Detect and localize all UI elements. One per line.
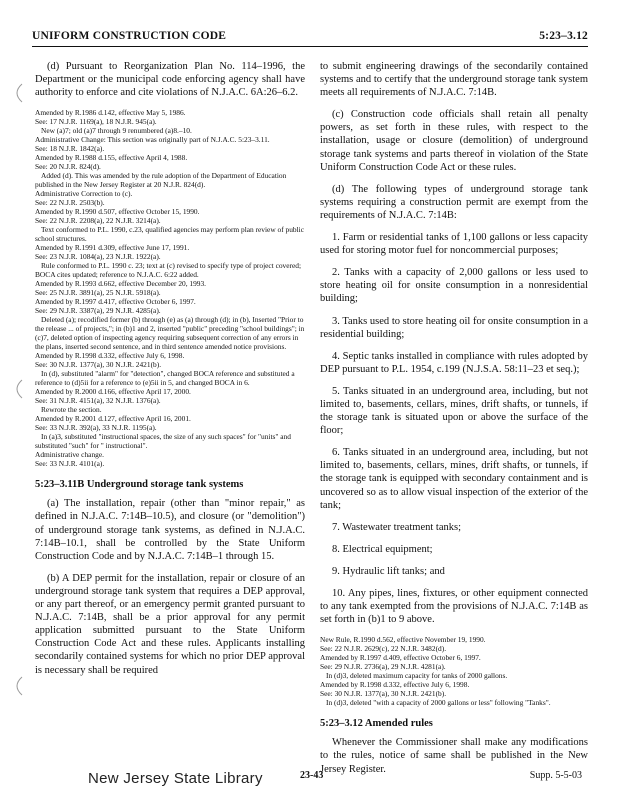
binder-hole-mark: [10, 378, 24, 400]
section-number: 5:23–3.12: [320, 718, 363, 730]
binder-hole-mark: [10, 82, 24, 104]
page-number: 23-43: [300, 770, 324, 781]
list-item: 6. Tanks situated in an underground area, including, but not limited to, basements, cellars, mines, drift shafts, or tunnels, if the storage tank is equipped with secondary containment and is uncovered so as to allow visual inspection of the exterior of the tank;: [320, 447, 588, 511]
list-item: 10. Any pipes, lines, fixtures, or other equipment connected to any tank exempted from the provisions of N.J.A.C. 7:14B as set forth in (b)1 to 9 above.: [320, 588, 588, 626]
paragraph-c: (c) Construction code officials shall retain all penalty powers, as set forth in these rules, with respect to the installation, usage or closure (demolition) of underground storage tank systems and parts thereof in violation of the State Uniform Construction Code Act or these rules.: [320, 109, 588, 173]
history-note: See: 17 N.J.R. 1169(a), 18 N.J.R. 945(a).: [35, 117, 157, 127]
header-title: UNIFORM CONSTRUCTION CODE: [32, 30, 227, 42]
history-note: Added (d). This was amended by the rule adoption of the Department of Education published in the New Jersey Register at 20 N.J.R. 824(d).: [35, 171, 289, 190]
list-item: 7. Wastewater treatment tanks;: [332, 521, 461, 533]
history-note: Text conformed to P.L. 1990, c.23, qualified agencies may perform plan review of public school structures.: [35, 225, 306, 244]
history-note: See: 33 N.J.R. 4101(a).: [35, 459, 105, 469]
history-note: Amended by R.2000 d.166, effective April 17, 2000.: [35, 387, 191, 397]
history-note: See: 22 N.J.R. 2208(a), 22 N.J.R. 3214(a).: [35, 216, 161, 226]
paragraph-a: (a) The installation, repair (other than "minor repair," as defined in N.J.A.C. 7:14B–10.5), and closure (or "demolition") of underground storage tank systems, as defined in N.J.A.C. 7:14B–10.1, shall be controlled by the State Uniform Construction Code and by N.J.A.C. 7:14B–1 through 15.: [35, 498, 305, 562]
section-heading-3-12: [320, 717, 588, 730]
history-note: Administrative Change: This section was originally part of N.J.A.C. 5:23–3.11.: [35, 135, 270, 145]
library-stamp: New Jersey State Library: [88, 770, 263, 787]
list-item: 1. Farm or residential tanks of 1,100 gallons or less capacity used for storing motor fuel for noncommercial purposes;: [320, 232, 588, 257]
history-note: Amended by R.2001 d.127, effective April 16, 2001.: [35, 414, 191, 424]
history-notes-left: [35, 108, 305, 468]
list-item: 4. Septic tanks installed in compliance with rules adopted by DEP pursuant to P.L. 1954, c.199 (N.J.S.A. 58:11–23 et seq.);: [320, 350, 588, 375]
header-section: 5:23–3.12: [539, 30, 588, 42]
history-note: Amended by R.1993 d.662, effective December 20, 1993.: [35, 279, 207, 289]
history-note: See: 22 N.J.R. 2503(b).: [35, 198, 105, 208]
section-number: 5:23–3.11B: [35, 479, 85, 491]
paragraph-d-right: (d) The following types of underground storage tank systems requiring a construction permit are exempt from the requirements of N.J.A.C. 7:14B:: [320, 183, 588, 221]
history-note: See: 25 N.J.R. 3891(a), 25 N.J.R. 5918(a).: [35, 288, 161, 298]
history-note: See: 23 N.J.R. 1084(a), 23 N.J.R. 1922(a).: [35, 252, 161, 262]
history-note: Amended by R.1997 d.417, effective October 6, 1997.: [35, 297, 196, 307]
history-note: See: 33 N.J.R. 392(a), 33 N.J.R. 1195(a).: [35, 423, 157, 433]
binder-hole-mark: [10, 675, 24, 697]
left-column: [35, 60, 305, 686]
running-header: [32, 30, 588, 47]
amended-rules-text: Whenever the Commissioner shall make any modifications to the rules, notice of same shall be published in the New Jersey Register.: [320, 737, 588, 775]
history-note: Administrative Correction to (c).: [35, 189, 133, 199]
history-note: New Rule, R.1990 d.562, effective November 19, 1990.: [320, 635, 486, 645]
paragraph-b: (b) A DEP permit for the installation, repair or closure of an underground storage tank system that requires a DEP approval, or any part thereof, or an emergency permit granted pursuant to N.J.A.C. 7:14B, shall be a prior approval for any permit application submitted pursuant to the State Uniform Construction Code Act and these rules. Applicants installing secondarily contained systems for which no prior DEP approval is necessary shall be required: [35, 572, 305, 676]
right-column: [320, 60, 588, 785]
history-note: Rewrote the section.: [41, 405, 102, 415]
history-note: Administrative change.: [35, 450, 104, 460]
history-note: See: 30 N.J.R. 1377(a), 30 N.J.R. 2421(b).: [320, 689, 447, 699]
history-note: In (d)3, deleted "with a capacity of 2000 gallons or less" following "Tanks".: [326, 698, 551, 708]
page-footer: [0, 768, 618, 792]
exemption-list: [320, 231, 588, 626]
history-note: See: 20 N.J.R. 824(d).: [35, 162, 101, 172]
history-notes-right: [320, 635, 588, 707]
section-heading-3-11b: [35, 478, 305, 491]
section-title: Underground storage tank systems: [86, 479, 244, 491]
history-note: See: 29 N.J.R. 3387(a), 29 N.J.R. 4285(a).: [35, 306, 161, 316]
paragraph-b-continued: to submit engineering drawings of the secondarily contained systems and to certify that the underground storage tank system meets all requirements of N.J.A.C. 7:14B.: [320, 61, 588, 99]
history-note: Amended by R.1997 d.409, effective October 6, 1997.: [320, 653, 481, 663]
history-note: Amended by R.1998 d.332, effective July 6, 1998.: [35, 351, 185, 361]
history-note: Amended by R.1988 d.155, effective April 4, 1988.: [35, 153, 188, 163]
history-note: See: 30 N.J.R. 1377(a), 30 N.J.R. 2421(b).: [35, 360, 162, 370]
paragraph-d-left: (d) Pursuant to Reorganization Plan No. 114–1996, the Department or the municipal code enforcing agency shall have authority to enforce and cite violations of N.J.A.C. 6A:26–6.2.: [35, 61, 305, 99]
supplement-date: Supp. 5-5-03: [529, 770, 582, 781]
history-note: In (d)3, deleted maximum capacity for tanks of 2000 gallons.: [326, 671, 508, 681]
history-note: Rule conformed to P.L. 1990 c. 23; text at (c) revised to specify type of project covered; BOCA cites updated; reference to N.J.A.C. 6:22 added.: [35, 261, 303, 280]
history-note: Amended by R.1991 d.309, effective June 17, 1991.: [35, 243, 190, 253]
history-note: Amended by R.1998 d.332, effective July 6, 1998.: [320, 680, 470, 690]
history-note: Amended by R.1990 d.507, effective October 15, 1990.: [35, 207, 200, 217]
list-item: 2. Tanks with a capacity of 2,000 gallons or less used to store heating oil for onsite consumption in a nonresidential building;: [320, 267, 588, 305]
history-note: See: 29 N.J.R. 2736(a), 29 N.J.R. 4281(a).: [320, 662, 446, 672]
history-note: See: 31 N.J.R. 4151(a), 32 N.J.R. 1376(a).: [35, 396, 161, 406]
list-item: 8. Electrical equipment;: [332, 543, 433, 555]
history-note: See: 18 N.J.R. 1842(a).: [35, 144, 105, 154]
list-item: 9. Hydraulic lift tanks; and: [332, 565, 445, 577]
history-note: Deleted (a); recodified former (b) through (e) as (a) through (d); in (b), Inserted "Prior to the release ... of projects,"; in (b)1 and 2, inserted "public" preceding "school buildings"; in (c)7, deleted option of inspecting agency requiring subsequent correction of any errors in the plans, inserted second sentence, and in third sentence amended notice provisions.: [35, 315, 307, 352]
history-note: In (a)3, substituted "instructional spaces, the size of any such spaces" for "units" and substituted "such" for " instructional".: [35, 432, 293, 451]
list-item: 5. Tanks situated in an underground area, including, but not limited to, basements, cellars, mines, drift shafts, or tunnels, if the storage tank is situated upon or above the surface of the floor;: [320, 385, 588, 437]
history-note: New (a)7; old (a)7 through 9 renumbered (a)8.–10.: [41, 126, 192, 136]
history-note: In (d), substituted "alarm" for "detection", changed BOCA reference and substituted a reference to (d)5ii for a reference to (e)5ii in 5, and changed BOCA in 6.: [35, 369, 297, 388]
list-item: 3. Tanks used to store heating oil for onsite consumption in a residential building;: [320, 315, 588, 340]
history-note: See: 22 N.J.R. 2629(c), 22 N.J.R. 3482(d).: [320, 644, 447, 654]
section-title: Amended rules: [364, 718, 433, 730]
history-note: Amended by R.1986 d.142, effective May 5, 1986.: [35, 108, 186, 118]
